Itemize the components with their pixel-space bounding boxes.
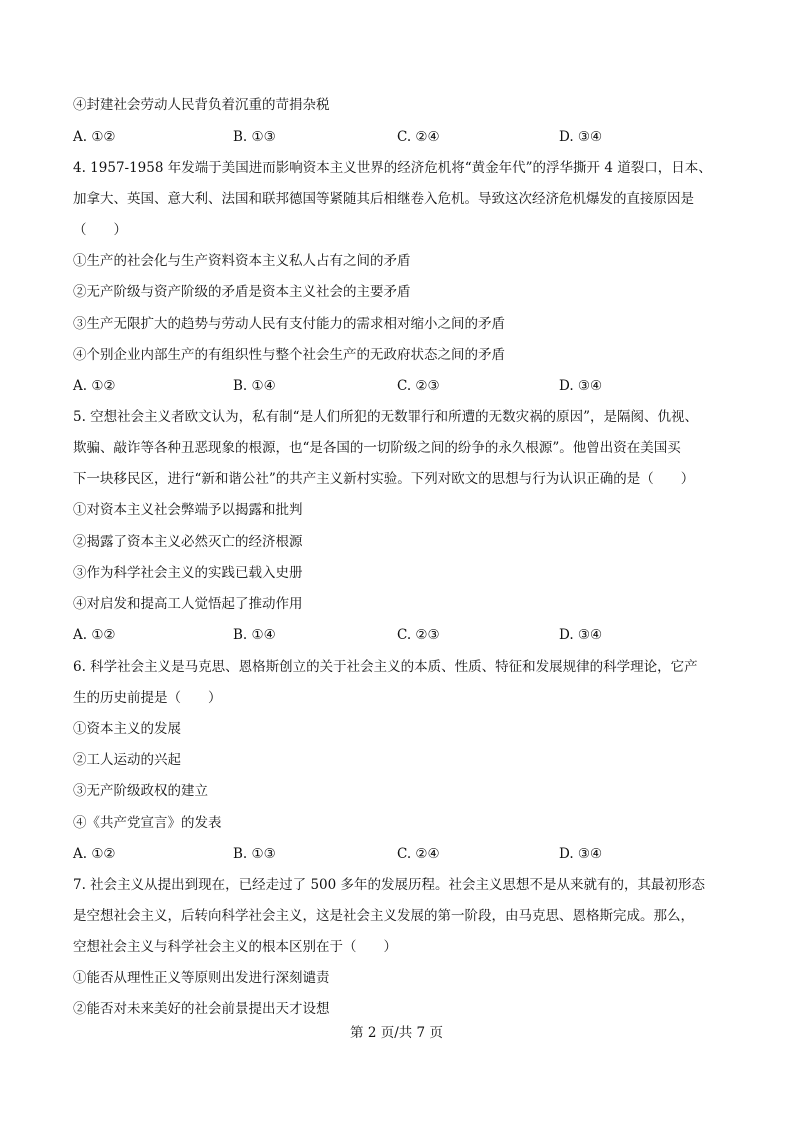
q7-item-1: ①能否从理性正义等原则出发进行深刻谴责 <box>73 970 330 986</box>
choice-c: C. ②④ <box>397 846 440 862</box>
q3-choices <box>73 128 723 146</box>
q5-stem-line-3: 下一块移民区，进行“新和谐公社”的共产主义新村实验。下列对欧文的思想与行为认识正确的是（ ） <box>73 471 695 487</box>
q6-stem-line-2: 生的历史前提是（ ） <box>73 690 222 706</box>
choice-a: A. ①② <box>73 846 116 862</box>
q4-choices <box>73 377 723 395</box>
q6-item-1: ①资本主义的发展 <box>73 721 181 737</box>
choice-a: A. ①② <box>73 129 116 145</box>
q5-item-2: ②揭露了资本主义必然灭亡的经济根源 <box>73 534 303 550</box>
choice-d: D. ③④ <box>559 627 603 643</box>
q7-stem-line-3: 空想社会主义与科学社会主义的根本区别在于（ ） <box>73 939 397 955</box>
q4-answer-blank: （ ） <box>73 222 127 238</box>
q7-stem-line-2: 是空想社会主义，后转向科学社会主义，这是社会主义发展的第一阶段，由马克思、恩格斯完成。那么， <box>73 908 694 924</box>
choice-c: C. ②④ <box>397 129 440 145</box>
q6-item-3: ③无产阶级政权的建立 <box>73 783 208 799</box>
q6-item-2: ②工人运动的兴起 <box>73 752 181 768</box>
q5-choices <box>73 626 723 644</box>
q4-stem-line-1: 4. 1957-1958 年发端于美国进而影响资本主义世界的经济危机将“黄金年代”的浮华撕开 4 道裂口，日本、 <box>73 160 712 176</box>
choice-c: C. ②③ <box>397 378 440 394</box>
item-3-option-4: ④封建社会劳动人民背负着沉重的苛捐杂税 <box>73 97 330 113</box>
q7-stem-line-1: 7. 社会主义从提出到现在，已经走过了 500 多年的发展历程。社会主义思想不是从来就有的，其最初形态 <box>73 877 706 893</box>
q5-stem-line-1: 5. 空想社会主义者欧文认为，私有制“是人们所犯的无数罪行和所遭的无数灾祸的原因”，是隔阂、仇视、 <box>73 409 698 425</box>
choice-d: D. ③④ <box>559 846 603 862</box>
choice-d: D. ③④ <box>559 129 603 145</box>
q5-stem-line-2: 欺骗、敲诈等各种丑恶现象的根源，也“是各国的一切阶级之间的纷争的永久根源”。他曾出资在美国买 <box>73 440 681 456</box>
page-number-footer: 第 2 页/共 7 页 <box>350 1025 443 1041</box>
choice-b: B. ①③ <box>233 846 276 862</box>
q6-stem-line-1: 6. 科学社会主义是马克思、恩格斯创立的关于社会主义的本质、性质、特征和发展规律的科学理论，它产 <box>73 659 698 675</box>
q5-item-1: ①对资本主义社会弊端予以揭露和批判 <box>73 502 303 518</box>
q6-item-4: ④《共产党宣言》的发表 <box>73 815 222 831</box>
choice-a: A. ①② <box>73 378 116 394</box>
q4-item-3: ③生产无限扩大的趋势与劳动人民有支付能力的需求相对缩小之间的矛盾 <box>73 316 505 332</box>
q4-item-2: ②无产阶级与资产阶级的矛盾是资本主义社会的主要矛盾 <box>73 284 411 300</box>
q5-item-3: ③作为科学社会主义的实践已载入史册 <box>73 565 303 581</box>
choice-d: D. ③④ <box>559 378 603 394</box>
q6-choices <box>73 845 723 863</box>
q4-stem-line-2: 加拿大、英国、意大利、法国和联邦德国等紧随其后相继卷入危机。导致这次经济危机爆发的直接原因是 <box>73 191 694 207</box>
q5-item-4: ④对启发和提高工人觉悟起了推动作用 <box>73 596 303 612</box>
q4-item-1: ①生产的社会化与生产资料资本主义私人占有之间的矛盾 <box>73 253 411 269</box>
choice-b: B. ①④ <box>233 627 276 643</box>
q4-item-4: ④个别企业内部生产的有组织性与整个社会生产的无政府状态之间的矛盾 <box>73 347 505 363</box>
choice-a: A. ①② <box>73 627 116 643</box>
q7-item-2: ②能否对未来美好的社会前景提出天才设想 <box>73 1001 330 1017</box>
choice-b: B. ①④ <box>233 378 276 394</box>
choice-c: C. ②③ <box>397 627 440 643</box>
choice-b: B. ①③ <box>233 129 276 145</box>
